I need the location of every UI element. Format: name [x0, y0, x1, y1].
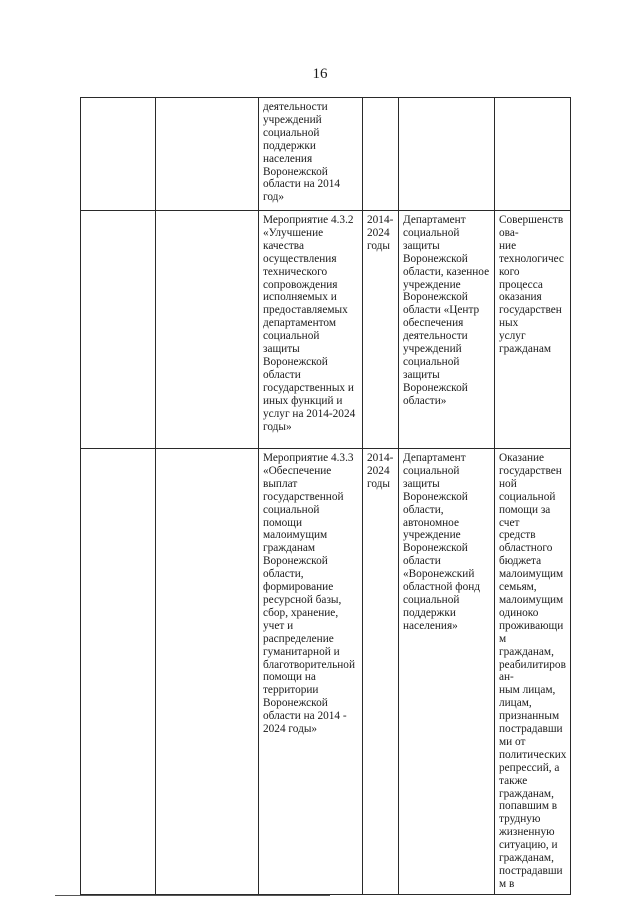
program-events-table	[80, 97, 571, 895]
result-cell	[495, 98, 571, 211]
table-cell-blank	[156, 211, 259, 449]
executor-cell: Департамент социальной защиты Воронежской области, автономное учреждение Воронежской области «Воронежский областной фонд социальной поддержки населения»	[399, 449, 495, 895]
event-name-cell: деятельности учреждений социальной поддержки населения Воронежской области на 2014 год»	[259, 98, 363, 211]
executor-cell: Департамент социальной защиты Воронежской области, казенное учреждение Воронежской области «Центр обеспечения деятельности учреждений социальной защиты Воронежской области»	[399, 211, 495, 449]
bottom-rule	[55, 895, 330, 896]
result-cell: Совершенствова- ние технологического процесса оказания государственных услуг гражданам	[495, 211, 571, 449]
result-cell: Оказание государственной социальной помощи за счет средств областного бюджета малоимущим семьям, малоимущим одиноко проживающим гражданам, реабилитирован- ным лицам, лицам, признанным пострадавшими от политических репрессий, а также гражданам, попавшим в трудную жизненную ситуацию, и гражданам, пострадавшим в	[495, 449, 571, 895]
table-cell-blank	[156, 98, 259, 211]
table-cell-blank	[81, 211, 156, 449]
event-name-cell: Мероприятие 4.3.3 «Обеспечение выплат государственной социальной помощи малоимущим гражданам Воронежской области, формирование ресурсной базы, сбор, хранение, учет и распределение гуманитарной и благотворительной помощи на территории Воронежской области на 2014 - 2024 годы»	[259, 449, 363, 895]
period-cell	[363, 98, 399, 211]
period-cell: 2014- 2024 годы	[363, 211, 399, 449]
table-row	[81, 211, 571, 449]
table-row	[81, 449, 571, 895]
period-cell: 2014- 2024 годы	[363, 449, 399, 895]
page-number: 16	[312, 66, 328, 82]
table-cell-blank	[81, 449, 156, 895]
event-name-cell: Мероприятие 4.3.2 «Улучшение качества осуществления технического сопровождения исполняемых и предоставляемых департаментом социальной защиты Воронежской области государственных и иных функций и услуг на 2014-2024 годы»	[259, 211, 363, 449]
table-row	[81, 98, 571, 211]
table-cell-blank	[81, 98, 156, 211]
executor-cell	[399, 98, 495, 211]
table-cell-blank	[156, 449, 259, 895]
